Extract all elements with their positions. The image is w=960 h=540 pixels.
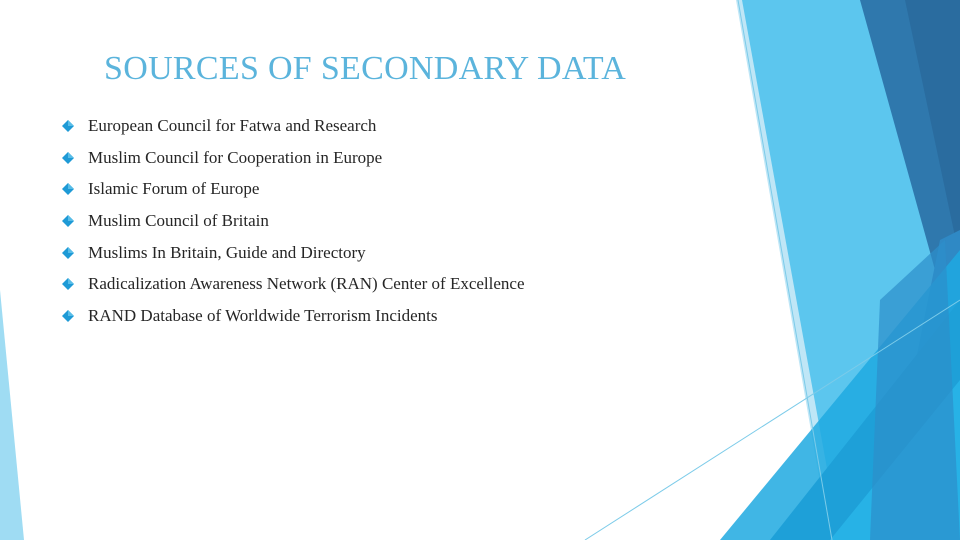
list-item-text: Radicalization Awareness Network (RAN) Center of Excellence xyxy=(88,274,525,294)
diamond-icon xyxy=(62,278,74,290)
diamond-icon xyxy=(62,183,74,195)
diamond-icon xyxy=(62,247,74,259)
list-item-text: RAND Database of Worldwide Terrorism Incidents xyxy=(88,305,438,325)
diamond-icon xyxy=(62,310,74,322)
list-item xyxy=(62,142,525,174)
list-item xyxy=(62,110,525,142)
list-item-text: Muslim Council for Cooperation in Europe xyxy=(88,147,383,167)
list-item xyxy=(62,205,525,237)
list-item-text: Muslims In Britain, Guide and Directory xyxy=(88,242,366,262)
slide-title: SOURCES OF SECONDARY DATA xyxy=(104,50,627,87)
diamond-icon xyxy=(62,152,74,164)
diamond-icon xyxy=(62,215,74,227)
list-item xyxy=(62,237,525,269)
list-item-text: Islamic Forum of Europe xyxy=(88,179,260,199)
diamond-icon xyxy=(62,120,74,132)
bullet-list xyxy=(62,110,525,332)
list-item-text: Muslim Council of Britain xyxy=(88,210,269,230)
list-item-text: European Council for Fatwa and Research xyxy=(88,115,377,135)
list-item xyxy=(62,173,525,205)
list-item xyxy=(62,268,525,300)
list-item xyxy=(62,300,525,332)
